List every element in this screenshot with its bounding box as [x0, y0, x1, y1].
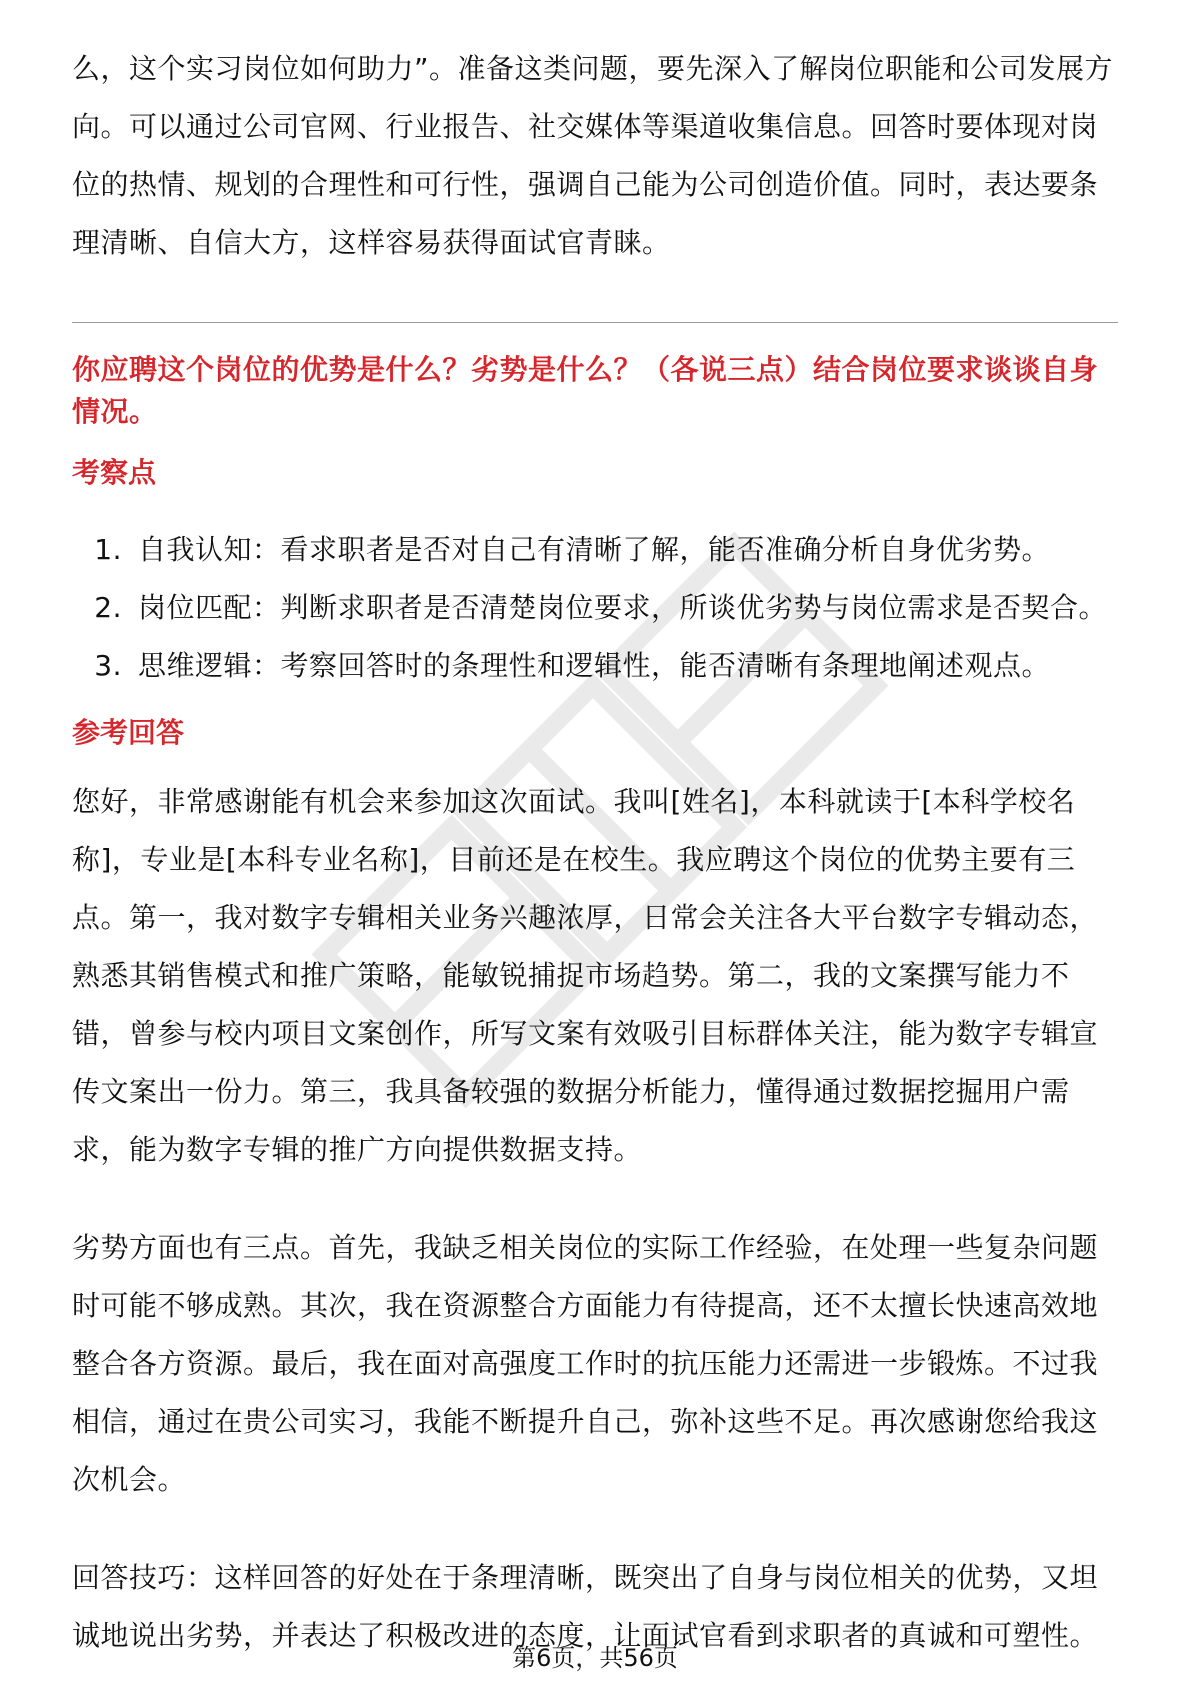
assessment-heading: 考察点: [72, 456, 157, 489]
intro-paragraph: 么，这个实习岗位如何助力”。准备这类问题，要先深入了解岗位职能和公司发展方向。可以通过公司官网、行业报告、社交媒体等渠道收集信息。回答时要体现对岗位的热情、规划的合理性和可行性，强调自己能为公司创造价值。同时，表达要条理清晰、自信大方，这样容易获得面试官青睐。: [72, 52, 1114, 259]
section-divider: [72, 322, 1118, 323]
page-footer: 第6页，共56页: [512, 1644, 678, 1672]
list-item: [72, 579, 1118, 637]
list-text: 思维逻辑：考察回答时的条理性和逻辑性，能否清晰有条理地阐述观点。: [138, 649, 1051, 682]
list-text: 自我认知：看求职者是否对自己有清晰了解，能否准确分析自身优劣势。: [138, 533, 1051, 566]
assessment-list: [72, 521, 1118, 695]
answer-paragraph-weaknesses: 劣势方面也有三点。首先，我缺乏相关岗位的实际工作经验，在处理一些复杂问题时可能不够成熟。其次，我在资源整合方面能力有待提高，还不太擅长快速高效地整合各方资源。最后，我在面对高强度工作时的抗压能力还需进一步锻炼。不过我相信，通过在贵公司实习，我能不断提升自己，弥补这些不足。再次感谢您给我这次机会。: [72, 1231, 1099, 1496]
page-content: [72, 40, 1118, 1665]
list-number: 3.: [94, 649, 122, 682]
question-heading: 你应聘这个岗位的优势是什么？劣势是什么？（各说三点）结合岗位要求谈谈自身情况。: [72, 353, 1099, 428]
list-number: 2.: [94, 591, 122, 624]
list-item: [72, 637, 1118, 695]
reference-heading: 参考回答: [72, 716, 185, 749]
answer-paragraph-strengths: 您好，非常感谢能有机会来参加这次面试。我叫[姓名]，本科就读于[本科学校名称]，专业是[本科专业名称]，目前还是在校生。我应聘这个岗位的优势主要有三点。第一，我对数字专辑相关业务兴趣浓厚，日常会关注各大平台数字专辑动态，熟悉其销售模式和推广策略，能敏锐捕捉市场趋势。第二，我的文案撰写能力不错，曾参与校内项目文案创作，所写文案有效吸引目标群体关注，能为数字专辑宣传文案出一份力。第三，我具备较强的数据分析能力，懂得通过数据挖掘用户需求，能为数字专辑的推广方向提供数据支持。: [72, 785, 1099, 1166]
list-item: [72, 521, 1118, 579]
list-text: 岗位匹配：判断求职者是否清楚岗位要求，所谈优劣势与岗位需求是否契合。: [138, 591, 1108, 624]
answer-tips: 回答技巧：这样回答的好处在于条理清晰，既突出了自身与岗位相关的优势，又坦诚地说出劣势，并表达了积极改进的态度，让面试官看到求职者的真诚和可塑性。: [72, 1561, 1099, 1652]
list-number: 1.: [94, 533, 122, 566]
